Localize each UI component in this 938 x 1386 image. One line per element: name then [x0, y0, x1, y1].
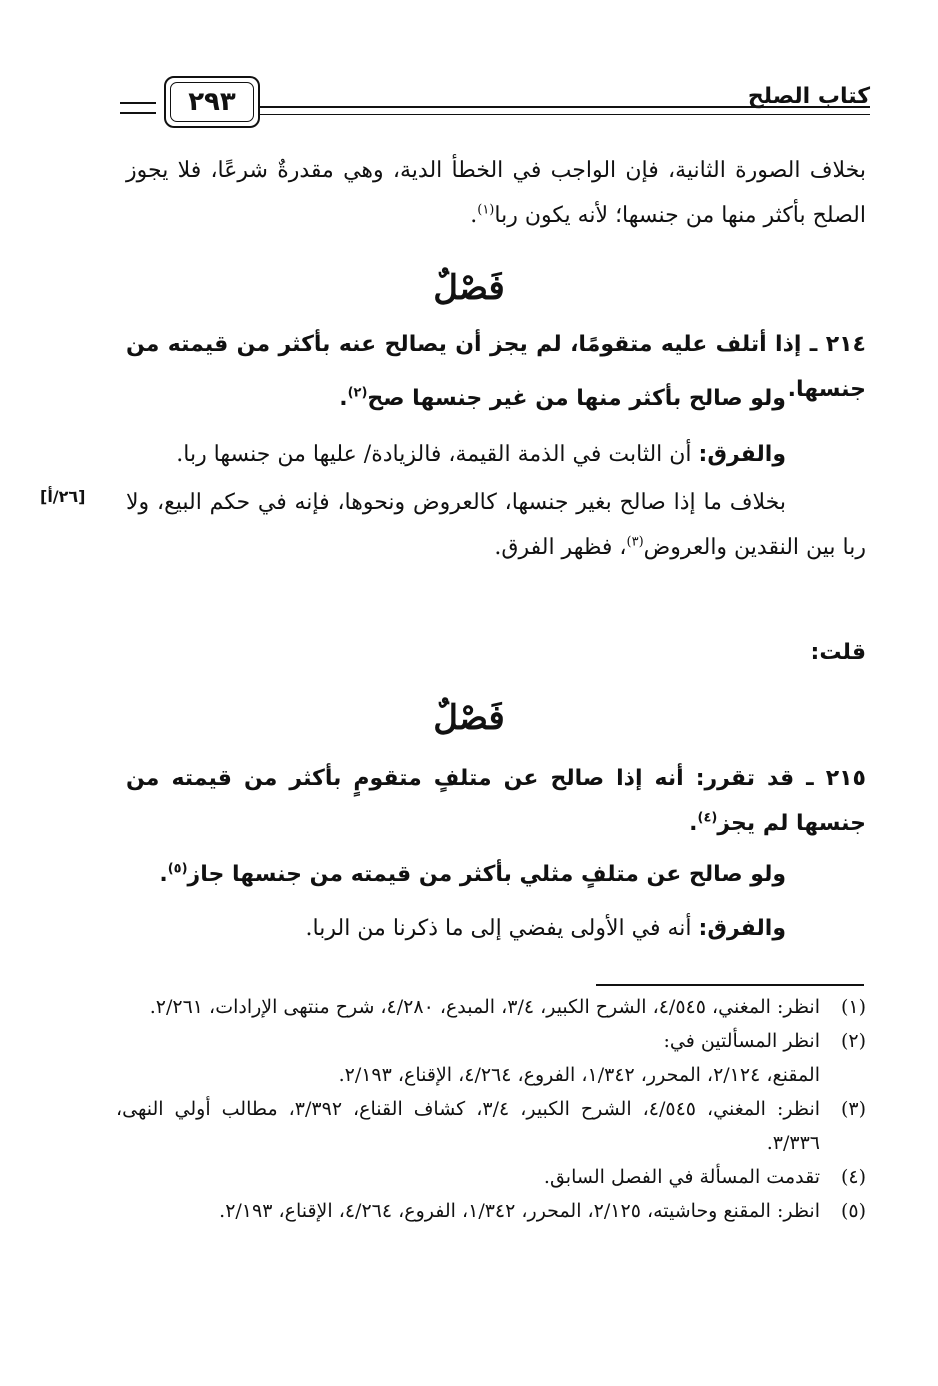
footnote-number: (٥): [840, 1200, 866, 1222]
footnote-text: انظر: المغني، ٤/٥٤٥، الشرح الكبير، ٣/٤، المبدع، ٤/٢٨٠، شرح منتهى الإرادات، ٢/٢٦١.: [149, 996, 820, 1018]
section-heading-1: فَصْلٌ: [433, 268, 505, 308]
footnote-item: [116, 1160, 866, 1194]
intro-text: بخلاف الصورة الثانية، فإن الواجب في الخطأ الدية، وهي مقدرةٌ شرعًا، فلا يجوز الصلح بأكثر منها من جنسها؛ لأنه يكون ربا: [126, 158, 866, 228]
rule-215-second-end: .: [159, 862, 168, 887]
footnote-number: (٤): [840, 1166, 866, 1188]
footnote-text: [116, 1024, 820, 1092]
difference-215: [46, 906, 866, 951]
difference-text-2: أنه في الأولى يفضي إلى ما ذكرنا من الربا.: [305, 916, 699, 941]
footnotes: [116, 990, 866, 1228]
page-number-frame: [164, 76, 260, 128]
difference-214: [46, 432, 866, 477]
contrast-paragraph: [126, 480, 866, 570]
difference-label-2: والفرق:: [698, 916, 786, 941]
rule-215-text: ٢١٥ ـ قد تقرر: أنه إذا صالح عن متلفٍ متقومٍ بأكثر من قيمته من جنسها لم يجز: [126, 766, 866, 836]
rule-214-second-text: ولو صالح بأكثر منها من غير جنسها صح: [367, 386, 786, 411]
header-rule: [260, 106, 870, 115]
rule-214-second: [46, 376, 866, 421]
page-number: ٢٩٣: [188, 87, 236, 117]
qult-label: قلت:: [810, 640, 866, 665]
header-rule-left: [120, 102, 156, 114]
footnote-ref-4[interactable]: (٤): [697, 810, 718, 826]
footnote-separator: [596, 984, 864, 986]
footnote-ref-2[interactable]: (٢): [347, 385, 368, 401]
rule-214: ٢١٤ ـ إذا أتلف عليه متقومًا، لم يجز أن يصالح عنه بأكثر من قيمته من جنسها.: [126, 332, 866, 402]
chapter-title: كتاب الصلح: [747, 84, 870, 109]
rule-215-second-text: ولو صالح عن متلفٍ مثلي بأكثر من قيمته من جنسها جاز: [187, 862, 786, 887]
footnote-number: (٢): [840, 1030, 866, 1052]
footnote-text-line2: المقنع، ٢/١٢٤، المحرر، ١/٣٤٢، الفروع، ٤/٢٦٤، الإقناع، ٢/١٩٣.: [338, 1064, 820, 1086]
footnote-item: [116, 1194, 866, 1228]
rule-215-second: [46, 852, 866, 897]
contrast-text: بخلاف ما إذا صالح بغير جنسها، كالعروض ونحوها، فإنه في حكم البيع، ولا ربا بين النقدين والعروض: [126, 490, 866, 560]
section-heading-2: فَصْلٌ: [433, 698, 505, 738]
footnote-item: [116, 1024, 866, 1092]
footnote-item: [116, 1092, 866, 1160]
page-header: [120, 62, 870, 122]
rule-215: [126, 756, 866, 846]
footnote-text: انظر: المقنع وحاشيته، ٢/١٢٥، المحرر، ١/٣٤٢، الفروع، ٤/٢٦٤، الإقناع، ٢/١٩٣.: [219, 1200, 820, 1222]
footnote-number: (١): [840, 996, 866, 1018]
difference-label: والفرق:: [698, 442, 786, 467]
intro-end: .: [470, 203, 478, 228]
footnote-ref-1[interactable]: (١): [477, 202, 495, 218]
footnote-ref-5[interactable]: (٥): [167, 861, 188, 877]
footnote-item: [116, 990, 866, 1024]
footnote-text: انظر: المغني، ٤/٥٤٥، الشرح الكبير، ٣/٤، كشاف القناع، ٣/٣٩٢، مطالب أولي النهى، ٣/٣٣٦.: [116, 1098, 821, 1154]
footnote-number: (٣): [840, 1098, 866, 1120]
contrast-end: ، فظهر الفرق.: [494, 535, 627, 560]
intro-paragraph: [126, 148, 866, 238]
manuscript-folio-note: [٢٦/أ]: [40, 487, 86, 506]
rule-215-end: .: [689, 811, 698, 836]
difference-text: أن الثابت في الذمة القيمة، فالزيادة/ عليها من جنسها ربا.: [176, 442, 699, 467]
footnote-text: تقدمت المسألة في الفصل السابق.: [543, 1166, 820, 1188]
rule-214-second-end: .: [339, 386, 348, 411]
footnote-text-line1: انظر المسألتين في:: [663, 1030, 820, 1052]
footnote-ref-3[interactable]: (٣): [626, 534, 644, 550]
